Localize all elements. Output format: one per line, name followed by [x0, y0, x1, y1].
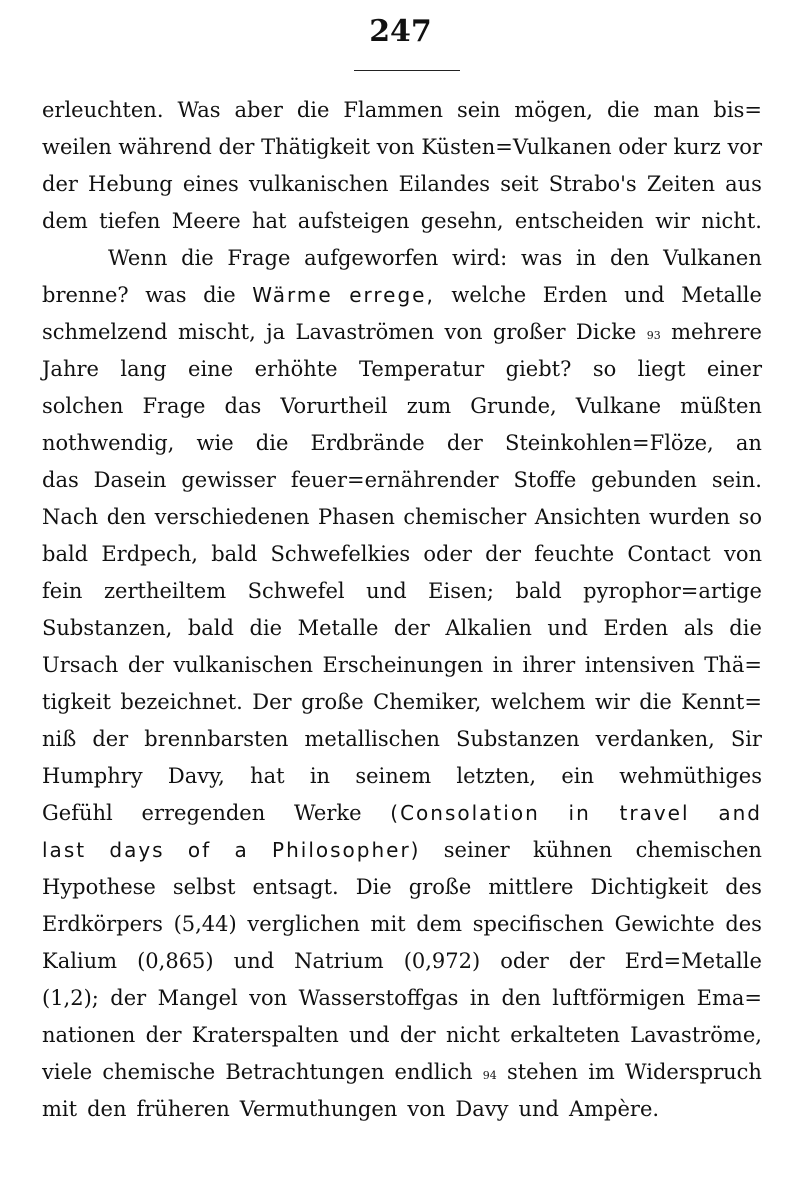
word: verschiedenen — [154, 505, 310, 529]
word: Werke — [294, 801, 362, 825]
word: Contact — [627, 542, 711, 566]
word: erleuchten. — [42, 98, 164, 122]
word: seit — [500, 172, 539, 196]
word: nicht — [446, 1023, 500, 1047]
word: Lavaströme, — [630, 1023, 762, 1047]
word: in — [469, 986, 491, 1010]
text-line — [42, 943, 762, 980]
word: Vulkanen — [663, 246, 762, 270]
word: ja — [266, 320, 286, 344]
word: (1,2); — [42, 986, 99, 1010]
word: eines — [182, 172, 239, 196]
word: was — [520, 246, 563, 270]
word: seinem — [355, 764, 432, 788]
word: aus — [725, 172, 762, 196]
word: Davy, — [167, 764, 225, 788]
word: hat — [250, 764, 285, 788]
word: bis= — [713, 98, 762, 122]
word: der — [42, 172, 78, 196]
word: die — [181, 246, 214, 270]
word: Ansichten — [534, 505, 641, 529]
word: kühnen — [533, 838, 613, 862]
word: mittlere — [488, 875, 574, 899]
word: kurz — [673, 135, 721, 159]
word: brenne? — [42, 283, 129, 307]
word: der — [399, 1023, 436, 1047]
word: specifischen — [472, 912, 604, 936]
word: wurden — [649, 505, 731, 529]
word: mit — [42, 1097, 78, 1121]
word: man — [653, 98, 700, 122]
word: die — [729, 616, 762, 640]
word: giebt? — [505, 357, 572, 381]
word: vulkanischen — [248, 172, 389, 196]
word: die — [249, 616, 283, 640]
word: oder — [500, 949, 549, 973]
word: (0,865) — [137, 949, 214, 973]
word: errege, — [349, 283, 435, 307]
text-line — [42, 721, 762, 758]
word: Grunde, — [470, 394, 557, 418]
word: Flammen — [343, 98, 443, 122]
text-line — [42, 388, 762, 425]
word: bald — [211, 542, 258, 566]
word: Erdpech, — [101, 542, 198, 566]
word: Frage — [142, 394, 206, 418]
word: der — [110, 986, 147, 1010]
word: metallischen — [304, 727, 440, 751]
word: schmelzend — [42, 320, 168, 344]
word: bald — [42, 542, 89, 566]
word: aufgeworfen — [304, 246, 439, 270]
word: fein — [42, 579, 83, 603]
word: großer — [492, 320, 566, 344]
text-line: viele chemische Betrachtungen endlich 94 stehen im Widerspruch — [42, 1054, 762, 1091]
word: Temperatur — [359, 357, 485, 381]
word: feuer=ernährender — [290, 468, 499, 492]
word: Substanzen, — [42, 616, 173, 640]
text-line — [42, 536, 762, 573]
word: die — [639, 690, 672, 714]
word: nicht. — [701, 209, 762, 233]
word: days — [109, 838, 165, 862]
word: wehmüthiges — [619, 764, 762, 788]
word: Lavaströmen — [295, 320, 435, 344]
word: brennbarsten — [144, 727, 289, 751]
word: solchen — [42, 394, 124, 418]
word: (Consolation — [390, 801, 540, 825]
word: den — [106, 505, 147, 529]
word: Strabo's — [548, 172, 637, 196]
text-line — [42, 129, 762, 166]
word: an — [735, 431, 762, 455]
word: nationen — [42, 1023, 136, 1047]
word: in — [492, 653, 513, 677]
word: oder — [423, 542, 472, 566]
word: ihrer — [522, 653, 576, 677]
word: bald — [515, 579, 562, 603]
word: Nach — [42, 505, 99, 529]
word: von — [444, 320, 483, 344]
word: des — [725, 875, 762, 899]
word: Philosopher) — [272, 838, 421, 862]
text-line — [42, 462, 762, 499]
word: Wärme — [252, 283, 333, 307]
word: dem — [416, 912, 463, 936]
word: bezeichnet. — [120, 690, 243, 714]
word: was — [145, 283, 187, 307]
word: Wenn — [108, 246, 168, 270]
text-line — [42, 906, 762, 943]
word: mischt, — [177, 320, 256, 344]
text-line — [42, 832, 762, 869]
word: Steinkohlen=Flöze, — [504, 431, 714, 455]
word: der — [92, 727, 129, 751]
word: so — [738, 505, 762, 529]
word: wird: — [451, 246, 508, 270]
header-rule — [354, 70, 460, 71]
word: und — [518, 1097, 559, 1121]
word: der — [568, 949, 605, 973]
word: Jahre — [42, 357, 99, 381]
word: chemischer — [403, 505, 527, 529]
word: Frage — [227, 246, 291, 270]
word: aber — [234, 98, 283, 122]
word: gewisser — [181, 468, 276, 492]
word: von — [407, 1097, 446, 1121]
word: der — [485, 542, 522, 566]
text-line — [42, 795, 762, 832]
text-line — [42, 351, 762, 388]
word: und — [366, 579, 407, 603]
word: vulkanischen — [173, 653, 313, 677]
word: welchem — [490, 690, 586, 714]
word: Zeiten — [646, 172, 715, 196]
word: Erscheinungen — [322, 653, 484, 677]
word: Ursach — [42, 653, 119, 677]
word: Phasen — [317, 505, 395, 529]
word: Meere — [171, 209, 241, 233]
text-line — [42, 758, 762, 795]
word: dem — [42, 209, 88, 233]
word: von — [249, 986, 288, 1010]
word: Gewichte — [614, 912, 715, 936]
word: Humphry — [42, 764, 143, 788]
word: große — [301, 690, 364, 714]
word: Thätigkeit — [261, 135, 371, 159]
word: Gefühl — [42, 801, 113, 825]
word: niß — [42, 727, 77, 751]
word: in — [575, 246, 597, 270]
word: der — [446, 431, 483, 455]
word: Was — [177, 98, 221, 122]
word: eine — [188, 357, 234, 381]
word: Betrachtungen — [225, 1060, 385, 1084]
word: intensiven — [584, 653, 695, 677]
word: welche — [451, 283, 527, 307]
text-line — [42, 425, 762, 462]
word: in — [568, 801, 591, 825]
word: die — [606, 98, 640, 122]
word: pyrophor=artige — [583, 579, 762, 603]
word: während — [118, 135, 212, 159]
word: die — [296, 98, 330, 122]
word: seiner — [443, 838, 510, 862]
word: mit — [370, 912, 406, 936]
word: Erd=Metalle — [624, 949, 762, 973]
word: Kalium — [42, 949, 118, 973]
word: feuchte — [534, 542, 615, 566]
word: Dicke — [575, 320, 637, 344]
word: von — [376, 135, 415, 159]
text-line — [42, 166, 762, 203]
word: (5,44) — [173, 912, 237, 936]
word: den — [609, 246, 650, 270]
word: von — [723, 542, 762, 566]
word: weilen — [42, 135, 112, 159]
word: Eilandes — [398, 172, 491, 196]
word: so — [592, 357, 617, 381]
word: und — [624, 283, 665, 307]
word: Der — [252, 690, 292, 714]
word: der — [393, 616, 430, 640]
word: das — [224, 394, 262, 418]
word: mehrere — [671, 320, 762, 344]
word: Erdbrände — [310, 431, 425, 455]
word: wie — [196, 431, 234, 455]
word: viele — [42, 1060, 93, 1084]
word: Substanzen — [455, 727, 580, 751]
text-line — [42, 610, 762, 647]
word: Thä= — [704, 653, 762, 677]
word: selbst — [172, 875, 236, 899]
text-line — [42, 240, 762, 277]
word: sein. — [711, 468, 762, 492]
word: mögen, — [514, 98, 593, 122]
word: vor — [727, 135, 762, 159]
word: zum — [406, 394, 452, 418]
word: Kraterspalten — [191, 1023, 339, 1047]
word: im — [588, 1060, 615, 1084]
word: früheren — [136, 1097, 230, 1121]
word: (0,972) — [403, 949, 481, 973]
word: Chemiker, — [373, 690, 482, 714]
word: Vorurtheil — [280, 394, 388, 418]
word: endlich — [394, 1060, 473, 1084]
word: Mangel — [157, 986, 238, 1010]
word: of — [187, 838, 212, 862]
text-line — [42, 684, 762, 721]
word: last — [42, 838, 87, 862]
word: Natrium — [294, 949, 384, 973]
word: das — [42, 468, 79, 492]
word: wir — [655, 209, 690, 233]
word: Erden — [542, 283, 608, 307]
word: verdanken, — [595, 727, 715, 751]
word: bald — [187, 616, 234, 640]
word: a — [234, 838, 249, 862]
text-line: schmelzend mischt, ja Lavaströmen von großer Dicke 93 mehrere — [42, 314, 762, 351]
word: Ampère. — [568, 1097, 660, 1121]
word: Eisen; — [428, 579, 495, 603]
word: Erdkörpers — [42, 912, 163, 936]
word: in — [309, 764, 331, 788]
word: tiefen — [99, 209, 161, 233]
word: chemische — [102, 1060, 216, 1084]
word: chemischen — [635, 838, 762, 862]
word: and — [718, 801, 762, 825]
word: erkalteten — [510, 1023, 620, 1047]
word: Erden — [603, 616, 669, 640]
word: Metalle — [297, 616, 379, 640]
text-line — [42, 869, 762, 906]
word: gebunden — [591, 468, 697, 492]
word: des — [725, 912, 762, 936]
word: zertheiltem — [103, 579, 227, 603]
word: Wasserstoffgas — [298, 986, 459, 1010]
body-text — [42, 92, 762, 1128]
text-line — [42, 1017, 762, 1054]
word: die — [255, 431, 289, 455]
text-line — [42, 647, 762, 684]
word: wir — [595, 690, 630, 714]
page-number: 247 — [369, 14, 432, 49]
word: große — [408, 875, 472, 899]
word: letzten, — [456, 764, 537, 788]
word: Stoffe — [513, 468, 577, 492]
word: hat — [251, 209, 287, 233]
word: Schwefel — [247, 579, 345, 603]
word: erhöhte — [254, 357, 338, 381]
word: aufsteigen — [297, 209, 410, 233]
word: Ema= — [696, 986, 762, 1010]
word: müßten — [680, 394, 762, 418]
word: als — [683, 616, 714, 640]
word: Widerspruch — [625, 1060, 762, 1084]
word: Küsten=Vulkanen — [421, 135, 612, 159]
word: luftförmigen — [552, 986, 686, 1010]
word: Vermuthungen — [239, 1097, 398, 1121]
word: Kennt= — [681, 690, 762, 714]
word: Schwefelkies — [270, 542, 411, 566]
word: Metalle — [681, 283, 762, 307]
word: Hebung — [88, 172, 173, 196]
word: der — [218, 135, 255, 159]
text-line — [42, 203, 762, 240]
word: erregenden — [141, 801, 266, 825]
text-line — [42, 1091, 762, 1128]
word: Dichtigkeit — [590, 875, 709, 899]
word: oder — [618, 135, 667, 159]
word: tigkeit — [42, 690, 111, 714]
word: der — [145, 1023, 182, 1047]
word: Dasein — [93, 468, 167, 492]
word: Alkalien — [445, 616, 532, 640]
word: Vulkane — [575, 394, 662, 418]
word: den — [87, 1097, 127, 1121]
word: Davy — [455, 1097, 509, 1121]
text-line — [42, 573, 762, 610]
word: entscheiden — [514, 209, 644, 233]
word: einer — [706, 357, 762, 381]
word: lang — [120, 357, 167, 381]
word: sein — [456, 98, 501, 122]
word: nothwendig, — [42, 431, 175, 455]
word: Die — [355, 875, 392, 899]
word: der — [127, 653, 164, 677]
word: ein — [561, 764, 595, 788]
text-line — [42, 92, 762, 129]
word: stehen — [506, 1060, 579, 1084]
word: den — [501, 986, 541, 1010]
word: entsagt. — [252, 875, 339, 899]
word: und — [349, 1023, 390, 1047]
word: Sir — [730, 727, 762, 751]
word: die — [203, 283, 236, 307]
word: Hypothese — [42, 875, 156, 899]
text-line — [42, 277, 762, 314]
text-line — [42, 980, 762, 1017]
word: und — [233, 949, 275, 973]
text-line — [42, 499, 762, 536]
word: gesehn, — [420, 209, 504, 233]
word: travel — [619, 801, 690, 825]
word: und — [547, 616, 588, 640]
word: liegt — [637, 357, 686, 381]
word: verglichen — [247, 912, 360, 936]
